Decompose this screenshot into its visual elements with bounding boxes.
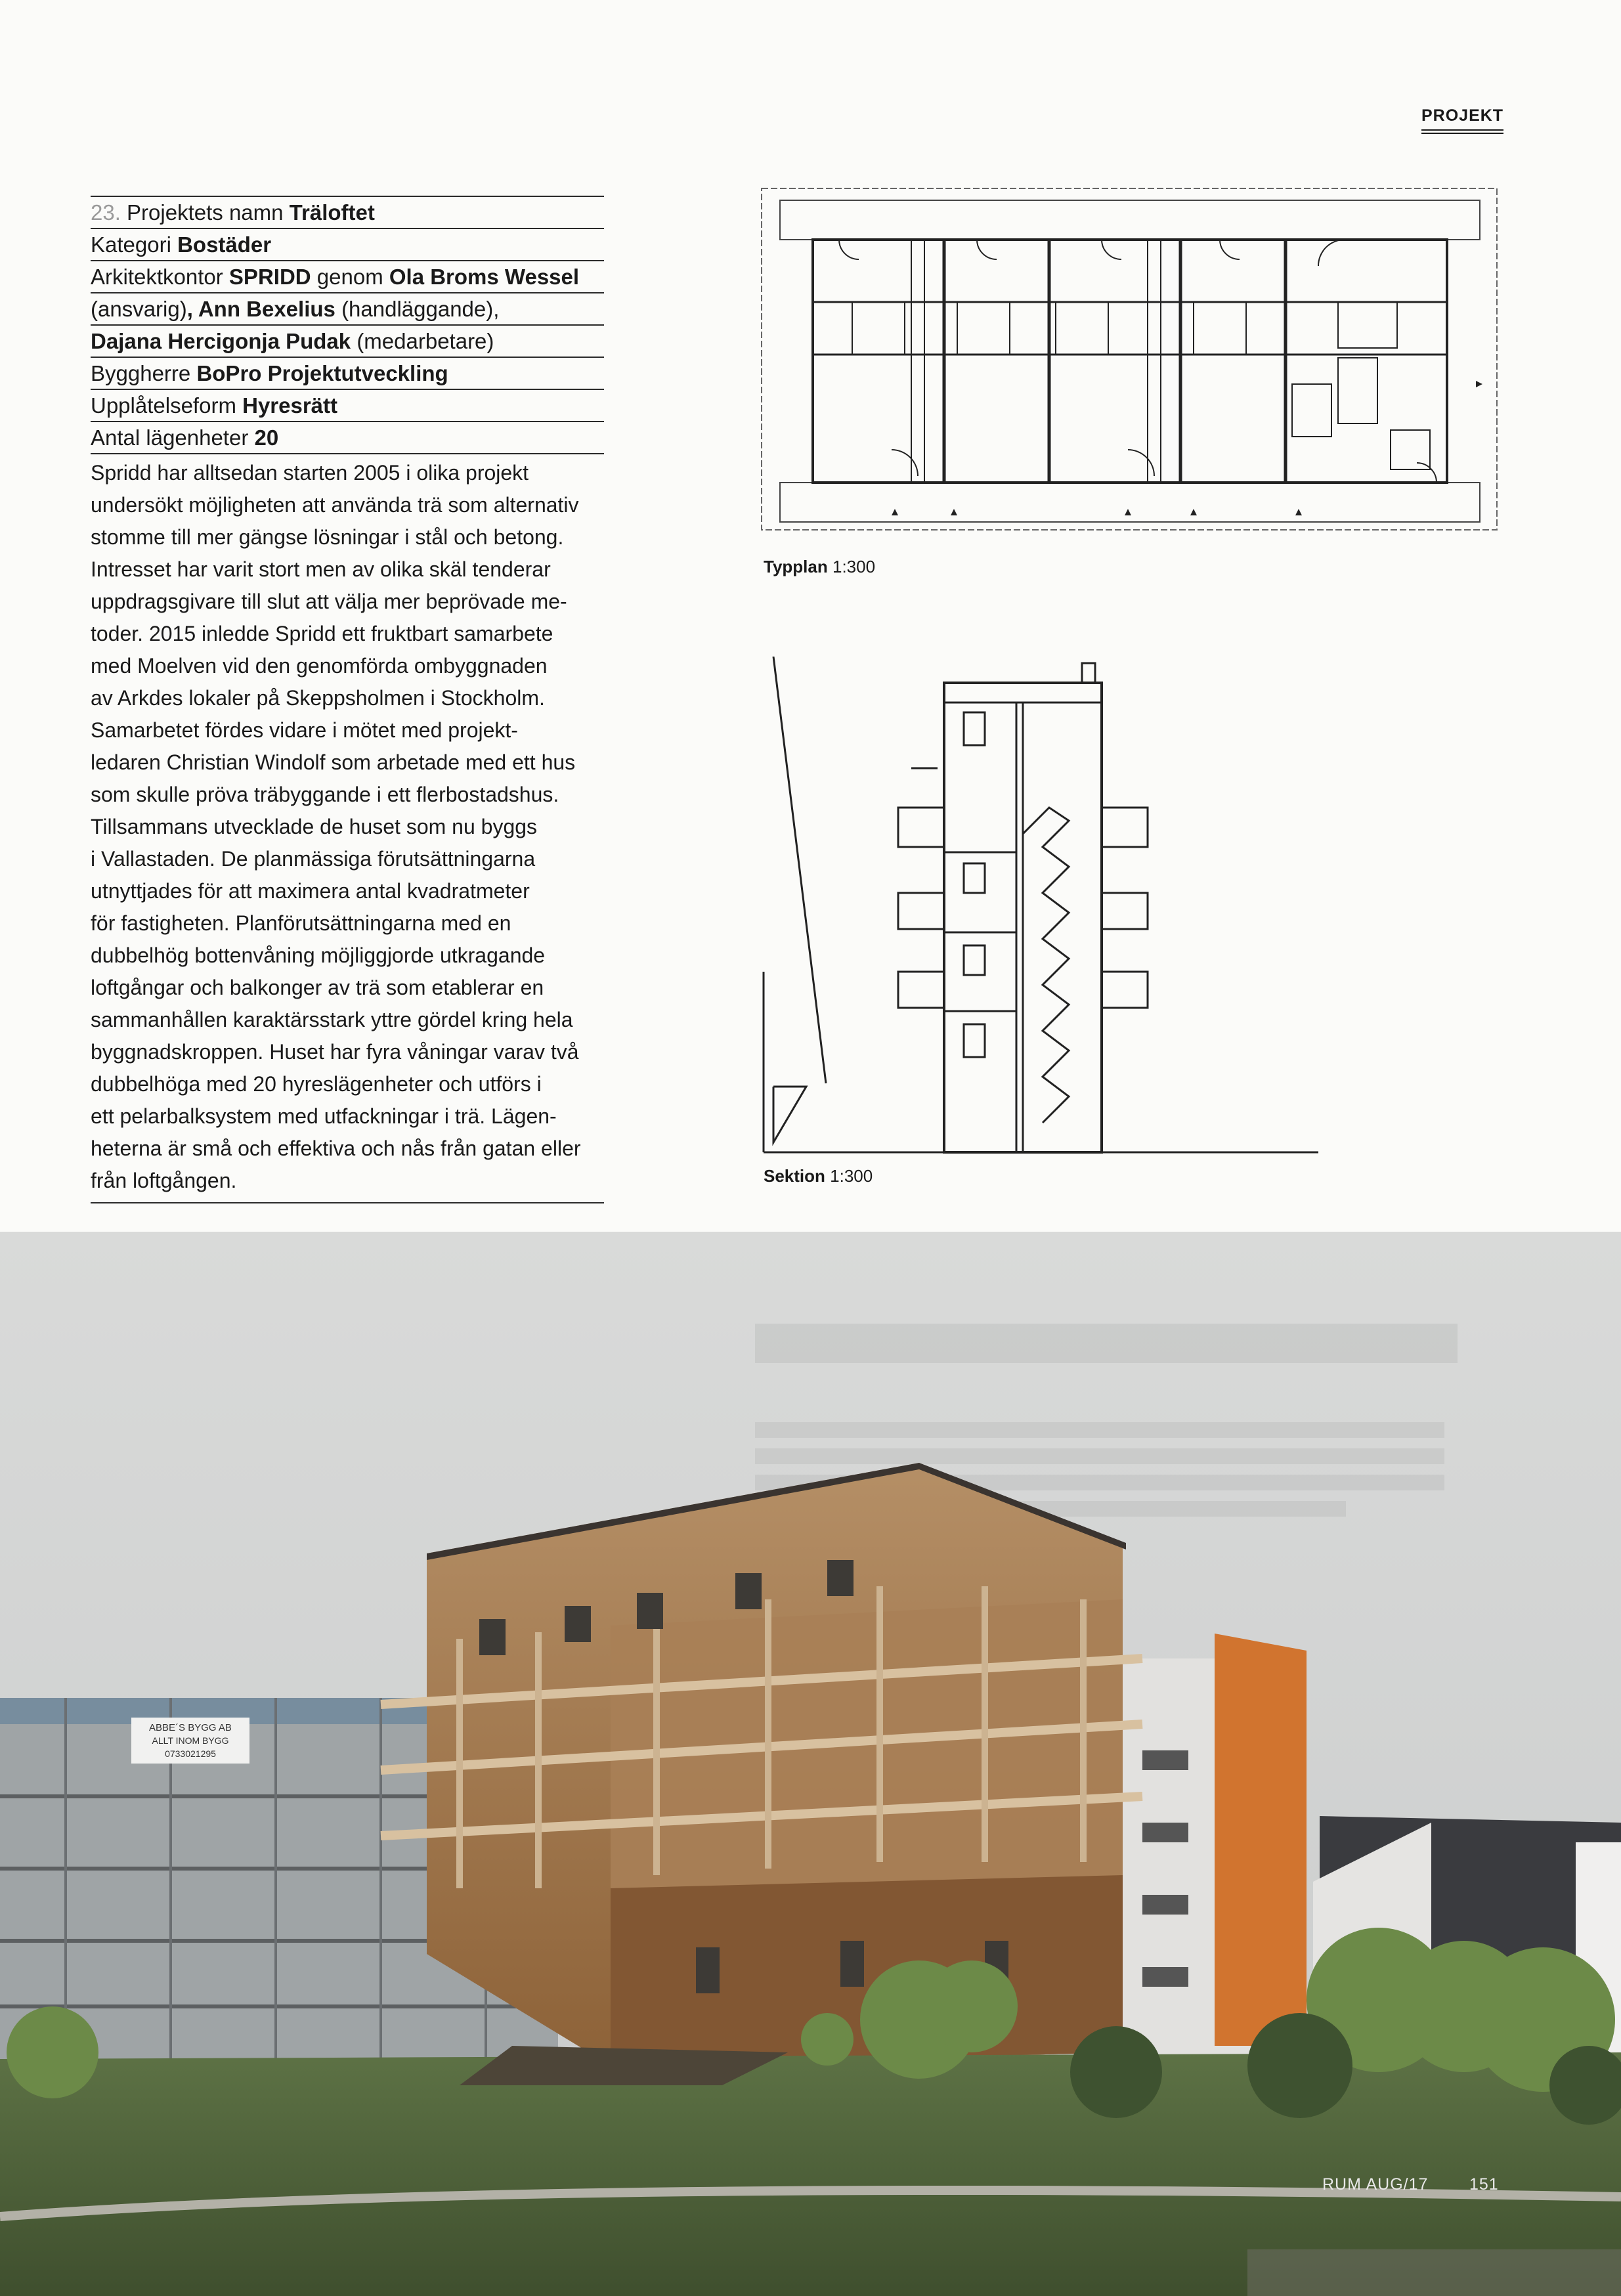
fact-value: SPRIDD [228,265,311,289]
caption-scale: 1:300 [830,1166,873,1186]
body-line: med Moelven vid den genomförda ombyggnaden [91,654,548,678]
fact-value: Bostäder [177,232,272,257]
body-line: Samarbetet fördes vidare i mötet med projekt- [91,718,518,742]
fact-label: Upplåtelseform [91,393,236,418]
fact-architect-cont-2 [91,324,604,357]
signage-line-1: ABBE´S BYGG AB [149,1722,232,1733]
fact-architect [91,260,604,292]
caption-scale: 1:300 [832,557,876,576]
fact-apartments [91,421,604,453]
fact-project-name [91,196,604,228]
body-line: uppdragsgivare till slut att välja mer beprövade me- [91,590,567,613]
caption-title: Typplan [764,557,828,576]
project-description [91,453,604,1203]
fact-tenure [91,389,604,421]
section-drawing [760,657,1322,1162]
body-line: från loftgången. [91,1169,237,1192]
body-line: som skulle pröva träbyggande i ett flerbostadshus. [91,783,559,806]
body-line: Spridd har alltsedan starten 2005 i olika projekt [91,461,529,485]
fact-value: Dajana Hercigonja Pudak [91,329,351,353]
fact-value: Träloftet [289,200,375,225]
fact-value: BoPro Projektutveckling [196,361,448,385]
fact-client [91,357,604,389]
signage-line-2: ALLT INOM BYGG [152,1735,229,1746]
body-line: dubbelhöga med 20 hyreslägenheter och utförs i [91,1072,542,1096]
body-line: undersökt möjligheten att använda trä som alternativ [91,493,579,517]
project-number: 23. [91,200,121,225]
fact-label: (ansvarig) [91,297,187,321]
photo-illustration [0,1232,1621,2296]
fact-label: Antal lägenheter [91,425,249,450]
fact-label: Arkitektkontor [91,265,223,289]
body-line: av Arkdes lokaler på Skeppsholmen i Stockholm. [91,686,545,710]
fact-value: Ola Broms Wessel [389,265,580,289]
fact-category [91,228,604,260]
body-line: heterna är små och effektiva och nås från gatan eller [91,1137,581,1160]
fact-architect-cont [91,292,604,324]
fact-label: Byggherre [91,361,191,385]
body-line: ett pelarbalksystem med utfackningar i trä. Lägen- [91,1104,557,1128]
plan-caption [764,557,875,577]
section-caption [764,1166,873,1186]
fact-value: 20 [254,425,279,450]
page-number: 151 [1469,2175,1499,2194]
body-line: för fastigheten. Planförutsättningarna med en [91,911,511,935]
fact-label: Projektets namn [127,200,284,225]
body-line: i Vallastaden. De planmässiga förutsättningarna [91,847,536,871]
body-line: loftgångar och balkonger av trä som etablerar en [91,976,544,999]
body-line: stomme till mer gängse lösningar i stål och betong. [91,525,564,549]
fact-value: , Ann Bexelius [186,297,335,321]
fact-label: (handläggande), [341,297,500,321]
body-line: ledaren Christian Windolf som arbetade med ett hus [91,750,576,774]
fact-label: Kategori [91,232,171,257]
fact-value: Hyresrätt [242,393,338,418]
body-line: Intresset har varit stort men av olika skäl tenderar [91,557,551,581]
signage-line-3: 0733021295 [165,1748,216,1759]
body-line: toder. 2015 inledde Spridd ett fruktbart samarbete [91,622,553,645]
body-line: sammanhållen karaktärsstark yttre gördel kring hela [91,1008,573,1031]
project-facts [91,196,604,1203]
body-line: byggnadskroppen. Huset har fyra våningar varav två [91,1040,579,1064]
body-line: utnyttjades för att maximera antal kvadratmeter [91,879,530,903]
section-label: PROJEKT [1421,106,1503,131]
building-photo [0,1232,1621,2296]
caption-title: Sektion [764,1166,825,1186]
floor-plan-drawing [760,187,1500,532]
body-line: dubbelhög bottenvåning möjliggjorde utkragande [91,943,546,967]
fact-label: (medarbetare) [357,329,494,353]
footer-magazine: RUM AUG/17 [1322,2175,1429,2194]
body-line: Tillsammans utvecklade de huset som nu byggs [91,815,538,838]
fact-label: genom [316,265,383,289]
